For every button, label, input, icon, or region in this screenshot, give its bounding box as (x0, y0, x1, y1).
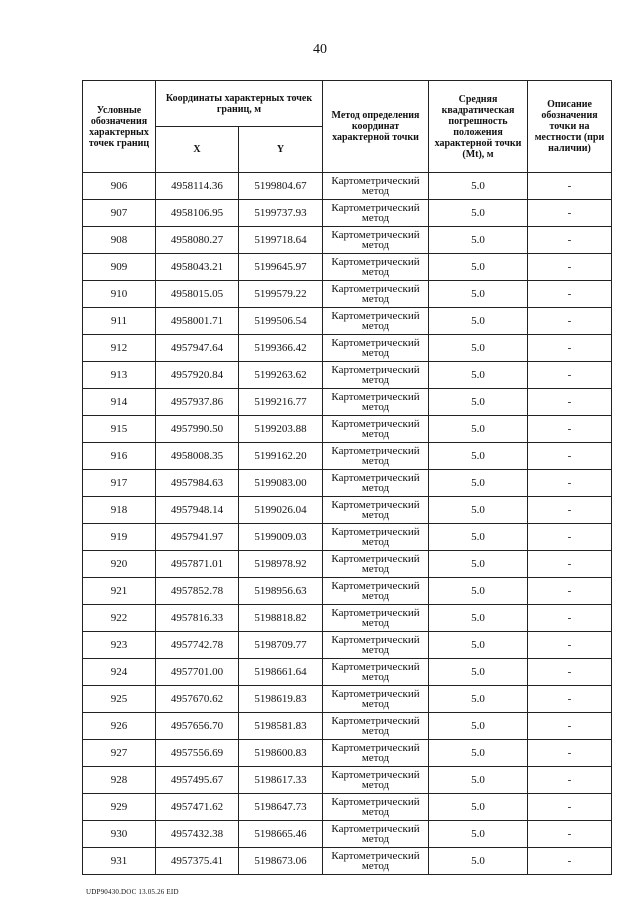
cell-description: - (528, 200, 612, 227)
cell-point-id: 910 (83, 281, 156, 308)
cell-method: Картометрический метод (323, 335, 429, 362)
cell-method: Картометрический метод (323, 362, 429, 389)
cell-error: 5.0 (429, 848, 528, 875)
cell-x: 4957816.33 (156, 605, 239, 632)
cell-error: 5.0 (429, 524, 528, 551)
cell-description: - (528, 578, 612, 605)
table-row (83, 659, 612, 686)
cell-method: Картометрический метод (323, 524, 429, 551)
cell-error: 5.0 (429, 443, 528, 470)
cell-method: Картометрический метод (323, 227, 429, 254)
cell-description: - (528, 497, 612, 524)
table-row (83, 551, 612, 578)
cell-method: Картометрический метод (323, 308, 429, 335)
cell-point-id: 914 (83, 389, 156, 416)
table-row (83, 632, 612, 659)
cell-method: Картометрический метод (323, 632, 429, 659)
cell-error: 5.0 (429, 335, 528, 362)
cell-point-id: 924 (83, 659, 156, 686)
table-row (83, 173, 612, 200)
cell-y: 5198617.33 (239, 767, 323, 794)
cell-method: Картометрический метод (323, 443, 429, 470)
cell-description: - (528, 308, 612, 335)
cell-point-id: 906 (83, 173, 156, 200)
cell-x: 4957871.01 (156, 551, 239, 578)
cell-error: 5.0 (429, 551, 528, 578)
cell-error: 5.0 (429, 389, 528, 416)
cell-point-id: 918 (83, 497, 156, 524)
header-coordinates: Координаты характерных точек границ, м (156, 81, 323, 127)
cell-point-id: 930 (83, 821, 156, 848)
cell-y: 5198661.64 (239, 659, 323, 686)
cell-method: Картометрический метод (323, 848, 429, 875)
header-method: Метод определения координат характерной точки (323, 81, 429, 173)
cell-method: Картометрический метод (323, 551, 429, 578)
cell-point-id: 911 (83, 308, 156, 335)
cell-y: 5198619.83 (239, 686, 323, 713)
cell-method: Картометрический метод (323, 821, 429, 848)
cell-error: 5.0 (429, 794, 528, 821)
table-row (83, 794, 612, 821)
cell-y: 5198956.63 (239, 578, 323, 605)
cell-error: 5.0 (429, 767, 528, 794)
cell-error: 5.0 (429, 713, 528, 740)
cell-method: Картометрический метод (323, 254, 429, 281)
table-body (83, 173, 612, 875)
cell-point-id: 920 (83, 551, 156, 578)
cell-description: - (528, 632, 612, 659)
cell-description: - (528, 281, 612, 308)
cell-description: - (528, 605, 612, 632)
cell-method: Картометрический метод (323, 686, 429, 713)
coordinates-table (82, 80, 612, 875)
cell-x: 4957920.84 (156, 362, 239, 389)
cell-method: Картометрический метод (323, 713, 429, 740)
cell-description: - (528, 740, 612, 767)
cell-point-id: 908 (83, 227, 156, 254)
cell-x: 4958080.27 (156, 227, 239, 254)
cell-y: 5199804.67 (239, 173, 323, 200)
table-row (83, 821, 612, 848)
cell-description: - (528, 173, 612, 200)
cell-description: - (528, 443, 612, 470)
cell-description: - (528, 227, 612, 254)
cell-description: - (528, 470, 612, 497)
cell-x: 4957471.62 (156, 794, 239, 821)
cell-point-id: 929 (83, 794, 156, 821)
cell-description: - (528, 659, 612, 686)
cell-x: 4957990.50 (156, 416, 239, 443)
table-row (83, 254, 612, 281)
cell-point-id: 907 (83, 200, 156, 227)
cell-method: Картометрический метод (323, 173, 429, 200)
cell-description: - (528, 362, 612, 389)
cell-y: 5199083.00 (239, 470, 323, 497)
cell-x: 4957556.69 (156, 740, 239, 767)
cell-y: 5198709.77 (239, 632, 323, 659)
cell-description: - (528, 794, 612, 821)
cell-method: Картометрический метод (323, 470, 429, 497)
cell-x: 4957432.38 (156, 821, 239, 848)
cell-point-id: 921 (83, 578, 156, 605)
cell-x: 4957701.00 (156, 659, 239, 686)
cell-method: Картометрический метод (323, 767, 429, 794)
cell-method: Картометрический метод (323, 497, 429, 524)
table-row (83, 443, 612, 470)
header-description: Описание обозначения точки на местности (при наличии) (528, 81, 612, 173)
cell-description: - (528, 848, 612, 875)
table-row (83, 227, 612, 254)
cell-y: 5199737.93 (239, 200, 323, 227)
cell-x: 4958015.05 (156, 281, 239, 308)
cell-x: 4957941.97 (156, 524, 239, 551)
cell-error: 5.0 (429, 227, 528, 254)
cell-error: 5.0 (429, 281, 528, 308)
document-footer: UDP90430.DOC 13.05.26 EID (86, 888, 179, 896)
cell-point-id: 926 (83, 713, 156, 740)
cell-error: 5.0 (429, 659, 528, 686)
cell-y: 5199645.97 (239, 254, 323, 281)
header-x: X (156, 127, 239, 173)
cell-method: Картометрический метод (323, 659, 429, 686)
cell-error: 5.0 (429, 362, 528, 389)
cell-x: 4957852.78 (156, 578, 239, 605)
cell-x: 4957984.63 (156, 470, 239, 497)
cell-y: 5199366.42 (239, 335, 323, 362)
table-row (83, 470, 612, 497)
table-row (83, 605, 612, 632)
table-row (83, 713, 612, 740)
cell-method: Картометрический метод (323, 578, 429, 605)
header-mean-square-error: Средняя квадратическая погрешность положения характерной точки (Mt), м (429, 81, 528, 173)
cell-error: 5.0 (429, 173, 528, 200)
cell-method: Картометрический метод (323, 794, 429, 821)
cell-x: 4958008.35 (156, 443, 239, 470)
cell-error: 5.0 (429, 254, 528, 281)
cell-error: 5.0 (429, 497, 528, 524)
cell-x: 4957937.86 (156, 389, 239, 416)
cell-y: 5199162.20 (239, 443, 323, 470)
cell-point-id: 925 (83, 686, 156, 713)
cell-method: Картометрический метод (323, 200, 429, 227)
cell-description: - (528, 254, 612, 281)
cell-method: Картометрический метод (323, 281, 429, 308)
cell-method: Картометрический метод (323, 416, 429, 443)
cell-y: 5198673.06 (239, 848, 323, 875)
cell-description: - (528, 416, 612, 443)
table-row (83, 281, 612, 308)
cell-x: 4957947.64 (156, 335, 239, 362)
cell-x: 4957948.14 (156, 497, 239, 524)
header-point-designation: Условные обозначения характерных точек границ (83, 81, 156, 173)
cell-error: 5.0 (429, 605, 528, 632)
cell-y: 5198978.92 (239, 551, 323, 578)
cell-method: Картометрический метод (323, 740, 429, 767)
cell-point-id: 931 (83, 848, 156, 875)
cell-point-id: 912 (83, 335, 156, 362)
cell-point-id: 928 (83, 767, 156, 794)
cell-y: 5199579.22 (239, 281, 323, 308)
cell-error: 5.0 (429, 632, 528, 659)
cell-point-id: 913 (83, 362, 156, 389)
cell-point-id: 917 (83, 470, 156, 497)
cell-point-id: 927 (83, 740, 156, 767)
cell-error: 5.0 (429, 821, 528, 848)
cell-point-id: 923 (83, 632, 156, 659)
cell-y: 5198600.83 (239, 740, 323, 767)
cell-y: 5199009.03 (239, 524, 323, 551)
table-row (83, 497, 612, 524)
cell-y: 5199203.88 (239, 416, 323, 443)
table-row (83, 416, 612, 443)
cell-y: 5199216.77 (239, 389, 323, 416)
cell-error: 5.0 (429, 308, 528, 335)
cell-description: - (528, 821, 612, 848)
cell-error: 5.0 (429, 686, 528, 713)
table-row (83, 308, 612, 335)
cell-error: 5.0 (429, 740, 528, 767)
cell-point-id: 909 (83, 254, 156, 281)
cell-y: 5198665.46 (239, 821, 323, 848)
cell-y: 5199506.54 (239, 308, 323, 335)
cell-y: 5199026.04 (239, 497, 323, 524)
cell-description: - (528, 686, 612, 713)
cell-method: Картометрический метод (323, 605, 429, 632)
table-row (83, 578, 612, 605)
cell-point-id: 916 (83, 443, 156, 470)
cell-error: 5.0 (429, 416, 528, 443)
cell-x: 4958106.95 (156, 200, 239, 227)
cell-description: - (528, 551, 612, 578)
page-number: 40 (313, 42, 327, 57)
cell-x: 4958001.71 (156, 308, 239, 335)
cell-method: Картометрический метод (323, 389, 429, 416)
cell-y: 5199718.64 (239, 227, 323, 254)
table-row (83, 740, 612, 767)
cell-description: - (528, 767, 612, 794)
cell-error: 5.0 (429, 578, 528, 605)
cell-x: 4957656.70 (156, 713, 239, 740)
table-row (83, 848, 612, 875)
header-y: Y (239, 127, 323, 173)
cell-x: 4957375.41 (156, 848, 239, 875)
cell-point-id: 922 (83, 605, 156, 632)
cell-error: 5.0 (429, 200, 528, 227)
cell-y: 5198647.73 (239, 794, 323, 821)
cell-y: 5198581.83 (239, 713, 323, 740)
cell-description: - (528, 389, 612, 416)
table-row (83, 200, 612, 227)
cell-x: 4958043.21 (156, 254, 239, 281)
cell-x: 4957495.67 (156, 767, 239, 794)
cell-x: 4957670.62 (156, 686, 239, 713)
table-row (83, 767, 612, 794)
cell-error: 5.0 (429, 470, 528, 497)
cell-point-id: 919 (83, 524, 156, 551)
cell-description: - (528, 335, 612, 362)
table-row (83, 362, 612, 389)
cell-x: 4958114.36 (156, 173, 239, 200)
table-row (83, 335, 612, 362)
cell-description: - (528, 524, 612, 551)
cell-x: 4957742.78 (156, 632, 239, 659)
cell-point-id: 915 (83, 416, 156, 443)
table-row (83, 389, 612, 416)
cell-y: 5198818.82 (239, 605, 323, 632)
cell-description: - (528, 713, 612, 740)
cell-y: 5199263.62 (239, 362, 323, 389)
table-row (83, 524, 612, 551)
table-row (83, 686, 612, 713)
